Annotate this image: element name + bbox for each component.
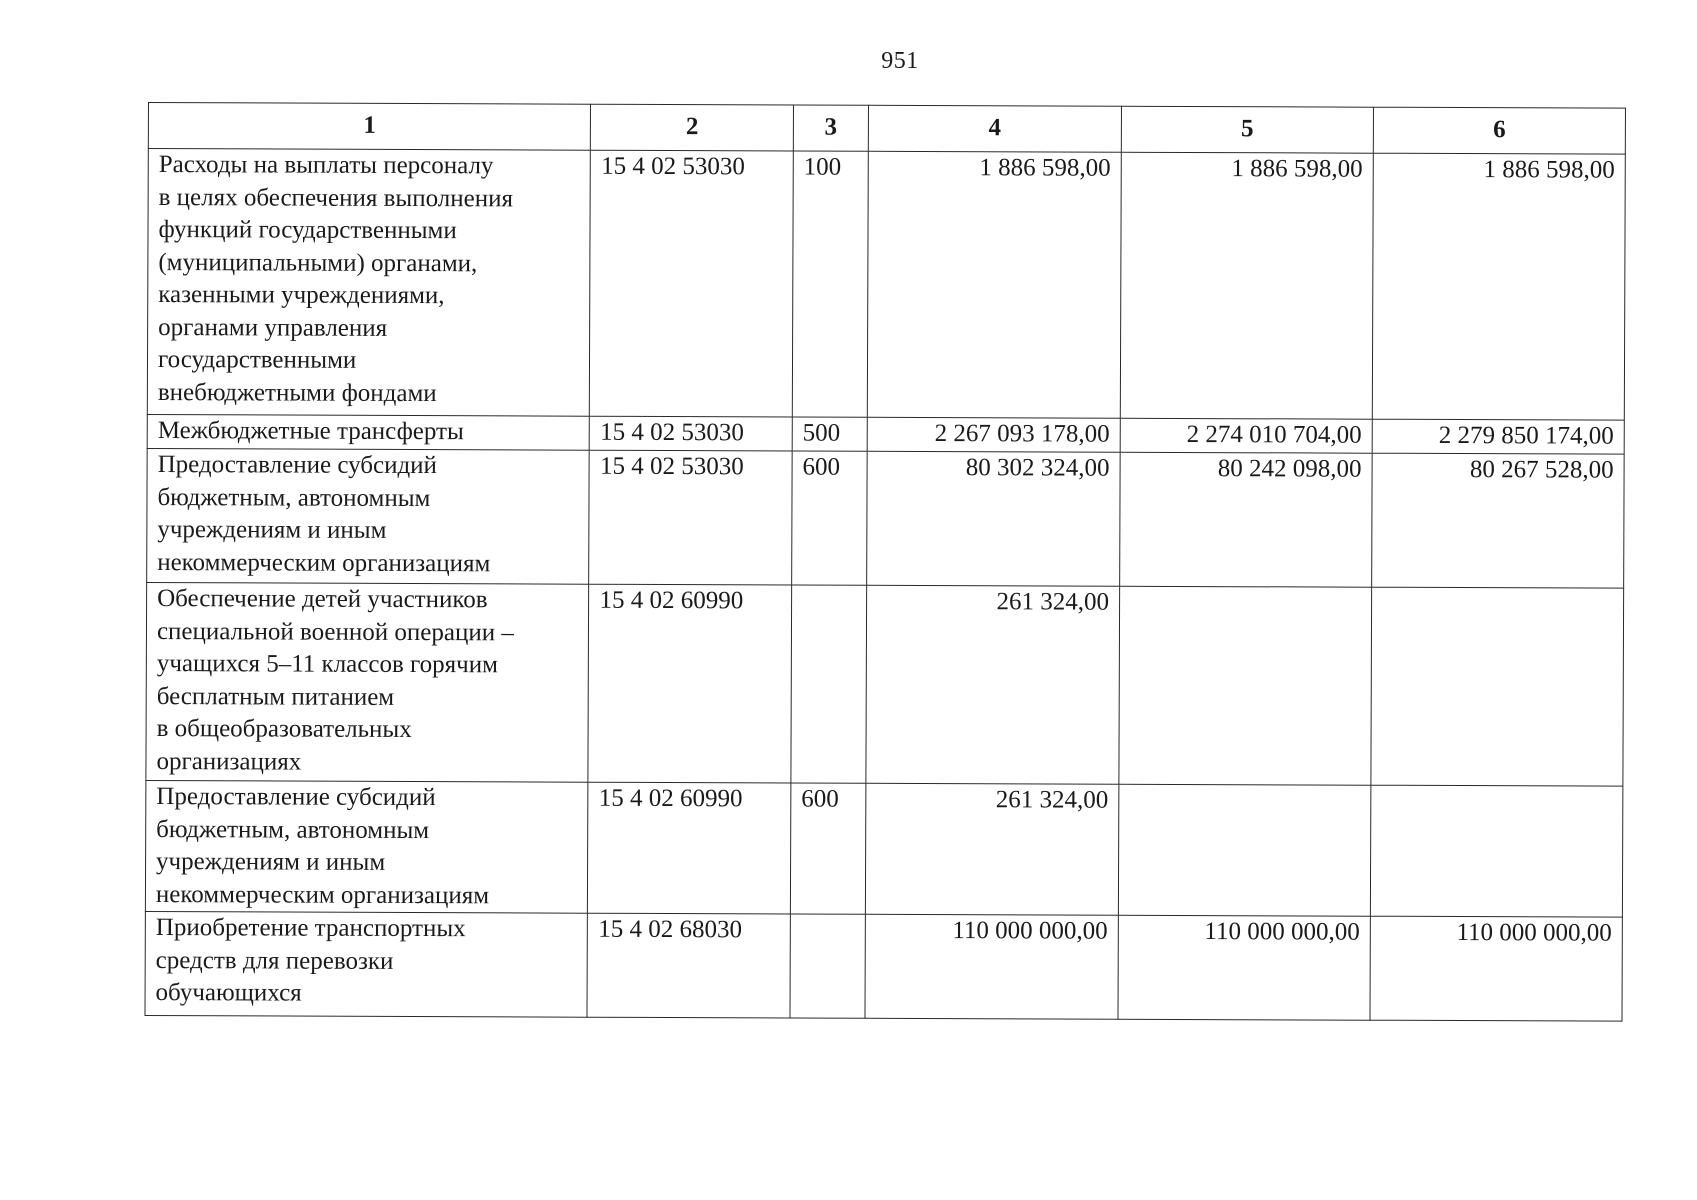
target-code-cell: 15 4 02 68030 (587, 913, 790, 1018)
amount-year3-cell: 80 267 528,00 (1372, 453, 1625, 588)
column-header-4: 4 (868, 105, 1121, 152)
expense-type-cell: 600 (790, 783, 865, 914)
expense-type-cell (791, 585, 867, 783)
table-row (146, 582, 1624, 786)
column-header-2: 2 (591, 104, 794, 151)
table-row (145, 780, 1622, 917)
expense-type-cell: 600 (792, 451, 867, 585)
amount-year3-cell: 110 000 000,00 (1370, 916, 1622, 1021)
amount-year3-cell: 2 279 850 174,00 (1372, 419, 1624, 454)
target-code-cell: 15 4 02 53030 (590, 150, 794, 417)
budget-table (144, 102, 1625, 1022)
expense-name-cell: Предоставление субсидий бюджетным, автономным учреждениям и иным некоммерческим организациям (145, 780, 588, 913)
amount-year3-cell: 1 886 598,00 (1372, 153, 1625, 420)
table-row (145, 911, 1622, 1021)
header-row (148, 103, 1625, 155)
amount-year1-cell: 261 324,00 (866, 585, 1120, 784)
column-header-1: 1 (148, 103, 591, 151)
amount-year1-cell: 2 267 093 178,00 (867, 417, 1120, 452)
target-code-cell: 15 4 02 60990 (588, 782, 791, 914)
page-number: 951 (881, 48, 919, 74)
expense-name-cell: Приобретение транспортных средств для перевозки обучающихся (145, 911, 588, 1017)
table-row (147, 448, 1625, 588)
target-code-cell: 15 4 02 53030 (589, 450, 792, 585)
amount-year1-cell: 1 886 598,00 (867, 151, 1121, 418)
amount-year1-cell: 110 000 000,00 (865, 914, 1119, 1019)
amount-year2-cell: 110 000 000,00 (1118, 915, 1370, 1020)
amount-year1-cell: 80 302 324,00 (866, 451, 1120, 586)
column-header-5: 5 (1121, 106, 1373, 153)
expense-type-cell: 100 (792, 151, 868, 417)
amount-year2-cell (1118, 784, 1371, 916)
amount-year2-cell (1119, 586, 1372, 785)
expense-name-cell: Предоставление субсидий бюджетным, автономным учреждениям и иным некоммерческим организациям (147, 448, 590, 584)
amount-year2-cell: 1 886 598,00 (1120, 152, 1373, 419)
budget-table-container (144, 102, 1625, 1022)
amount-year1-cell: 261 324,00 (865, 783, 1119, 915)
table-row (147, 149, 1625, 421)
target-code-cell: 15 4 02 53030 (590, 416, 793, 451)
expense-name-cell: Обеспечение детей участников специальной военной операции – учащихся 5–11 классов горячим бесплатным питанием в общеобразовательных организациях (146, 582, 589, 782)
amount-year3-cell (1371, 587, 1624, 786)
amount-year2-cell: 80 242 098,00 (1120, 452, 1373, 587)
expense-type-cell: 500 (792, 417, 867, 451)
expense-type-cell (790, 914, 865, 1018)
column-header-6: 6 (1373, 107, 1625, 154)
expense-name-cell: Межбюджетные трансферты (147, 414, 590, 450)
amount-year3-cell (1370, 785, 1623, 917)
expense-name-cell: Расходы на выплаты персоналу в целях обеспечения выполнения функций государственными (муниципальными) органами, казенными учреждениями, органами управления государственными внебюджетными фондами (147, 149, 590, 417)
target-code-cell: 15 4 02 60990 (588, 584, 791, 783)
amount-year2-cell: 2 274 010 704,00 (1120, 418, 1372, 453)
column-header-3: 3 (793, 105, 868, 151)
table-row (147, 414, 1624, 454)
